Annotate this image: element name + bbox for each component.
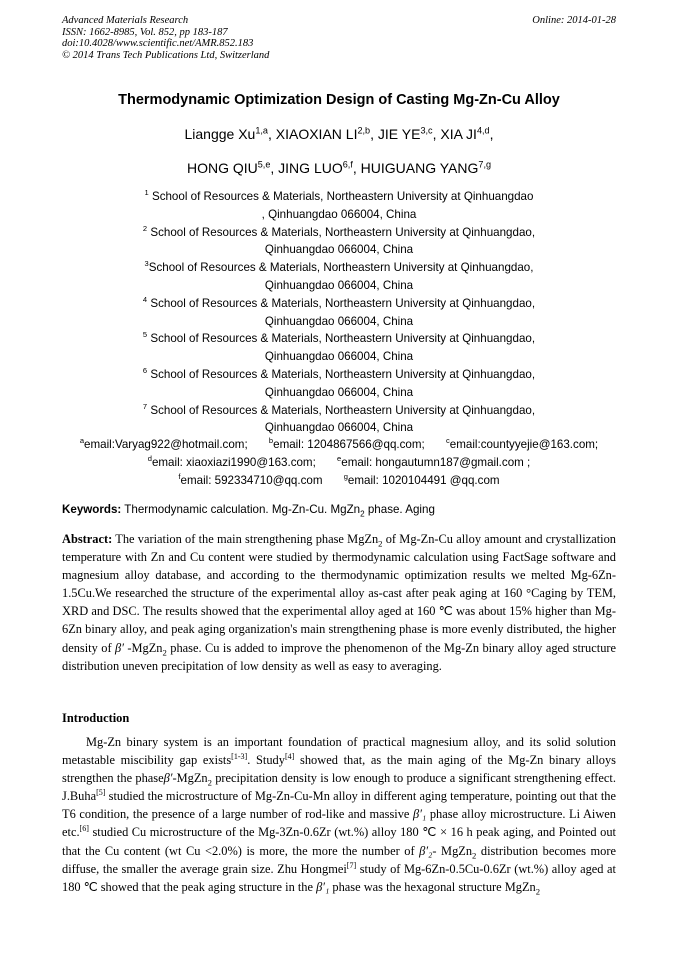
affiliation-text: School of Resources & Materials, Northeastern University at Qinhuangdao [148, 190, 534, 203]
issn-line: ISSN: 1662-8985, Vol. 852, pp 183-187 [62, 26, 228, 38]
affiliation-4 [80, 295, 598, 313]
email-text: email:countyyejie@163.com; [449, 438, 599, 451]
author-name: XIA JI [440, 126, 477, 142]
affiliation-text: School of Resources & Materials, Northeastern University at Qinhuangdao, [147, 296, 536, 310]
email-text: email:Varyag922@hotmail.com; [84, 438, 248, 451]
copyright-line: © 2014 Trans Tech Publications Ltd, Switzerland [62, 49, 270, 61]
affiliation-1-cont: , Qinhuangdao 066004, China [261, 207, 417, 221]
author-name: XIAOXIAN LI [275, 126, 358, 142]
affiliation-7 [80, 402, 598, 420]
author-name: Liangge Xu [184, 126, 256, 142]
affiliation-number: 3 [144, 259, 149, 269]
body-text: -MgZn [172, 771, 208, 786]
citation-ref[interactable]: [1-3] [231, 751, 248, 761]
email-a[interactable] [80, 438, 248, 451]
doi-link[interactable]: doi:10.4028/www.scientific.net/AMR.852.183 [62, 38, 254, 50]
affiliation-4-cont: Qinhuangdao 066004, China [264, 314, 414, 328]
author-affiliation-marker: 3,c [420, 125, 433, 136]
beta-prime-1-symbol: β′₁ [413, 807, 427, 822]
affiliation-1 [80, 188, 598, 206]
body-text: precipitation density is low enough to produce a significant strengthening effect. J.Buha [62, 771, 616, 804]
body-text: Mg-Zn binary system is an important foundation of practical magnesium alloy, and its solid solution metastable miscibility gap exists [62, 735, 616, 768]
affiliation-2-cont: Qinhuangdao 066004, China [264, 243, 414, 257]
affiliation-text: School of Resources & Materials, Northeastern University at Qinhuangdao, [147, 367, 536, 381]
email-marker: g [343, 472, 348, 482]
author-affiliation-marker: 5,e [257, 159, 271, 170]
email-text: email: 1020104491 @qq.com [347, 474, 500, 487]
affiliation-5-cont: Qinhuangdao 066004, China [264, 350, 414, 364]
body-text: phase was the hexagonal structure MgZn [329, 879, 536, 894]
affiliation-text: School of Resources & Materials, Northeastern University at Qinhuangdao, [147, 332, 536, 346]
abstract-text: phase. Cu is added to improve the phenomenon of the Mg-Zn binary alloy aged structure distribution uneven precipitation of low density as well as easy to averaging. [62, 640, 617, 673]
email-e[interactable] [337, 456, 530, 469]
keywords-text: Thermodynamic calculation. Mg-Zn-Cu. MgZn [121, 503, 361, 516]
email-f[interactable] [178, 474, 322, 487]
subscript: 2 [472, 850, 477, 861]
author-separator: , [432, 126, 441, 142]
journal-name: Advanced Materials Research [62, 15, 189, 26]
subscript: 2 [378, 538, 383, 549]
online-date: Online: 2014-01-28 [532, 15, 616, 26]
author-affiliation-marker: 1,a [255, 125, 268, 136]
affiliation-3-cont: Qinhuangdao 066004, China [264, 278, 414, 292]
beta-prime-symbol: β′ [163, 771, 173, 786]
author-list-line-2 [0, 160, 678, 176]
affiliation-3 [80, 259, 598, 277]
author-affiliation-marker: 6,f [342, 159, 353, 170]
author-affiliation-marker: 4,d [476, 125, 490, 136]
keywords-label: Keywords: [62, 503, 122, 516]
subscript: 2 [360, 509, 365, 519]
email-line-3 [0, 474, 678, 487]
email-c[interactable] [446, 438, 598, 451]
beta-prime-2-symbol: β′₂ [419, 843, 433, 858]
author-name: JING LUO [278, 160, 343, 176]
affiliation-number: 7 [142, 401, 148, 411]
keywords-text: phase. Aging [364, 503, 435, 516]
author-list-line-1 [0, 126, 678, 142]
affiliation-number: 5 [142, 330, 148, 340]
author-affiliation-marker: 2,b [357, 125, 371, 136]
email-b[interactable] [269, 438, 425, 451]
subscript: 2 [535, 886, 541, 897]
email-g[interactable] [344, 474, 500, 487]
keywords [62, 503, 616, 519]
email-line-2 [0, 456, 678, 469]
body-text: showed that, as the main aging of the Mg-Zn binary alloys strengthen the phase [62, 753, 616, 786]
email-marker: e [337, 454, 342, 464]
introduction-paragraph [62, 733, 616, 896]
affiliation-number: 2 [142, 223, 148, 233]
body-text: - MgZn [432, 843, 473, 858]
author-affiliation-marker: 7,g [478, 159, 492, 170]
author-separator: , [370, 126, 378, 142]
abstract-text: The variation of the main strengthening phase MgZn [112, 532, 379, 546]
section-heading-introduction: Introduction [62, 711, 130, 725]
affiliation-list [80, 188, 598, 437]
email-marker: a [79, 436, 85, 446]
subscript: 2 [162, 647, 167, 658]
email-text: email: 1204867566@qq.com; [273, 438, 425, 451]
citation-ref[interactable]: [7] [346, 860, 357, 870]
affiliation-6-cont: Qinhuangdao 066004, China [264, 385, 414, 399]
affiliation-text: School of Resources & Materials, Northeastern University at Qinhuangdao, [147, 225, 536, 239]
author-name: HUIGUANG YANG [360, 160, 479, 176]
author-separator: , [352, 160, 361, 176]
author-name: JIE YE [377, 126, 421, 142]
email-text: email: 592334710@qq.com [180, 474, 323, 487]
affiliation-6 [80, 366, 598, 384]
abstract-text: -MgZn [123, 640, 163, 655]
email-marker: b [268, 436, 274, 446]
body-text: study of Mg-6Zn-0.5Cu-0.6Zr (wt.%) alloy aged at 180 ℃ showed that the peak aging structure in the [62, 861, 616, 894]
affiliation-text: School of Resources & Materials, Northeastern University at Qinhuangdao, [148, 261, 534, 275]
email-d[interactable] [148, 456, 316, 469]
author-separator: , [267, 126, 276, 142]
body-text: distribution becomes more diffuse, the smaller the average grain size. Zhu Hongmei [62, 843, 616, 876]
beta-prime-symbol: β′ [115, 640, 124, 655]
email-text: email: xiaoxiazi1990@163.com; [151, 456, 316, 469]
citation-ref[interactable]: [4] [284, 751, 295, 761]
affiliation-number: 4 [142, 294, 148, 304]
beta-prime-1-symbol: β′₁ [316, 879, 330, 894]
abstract-label: Abstract: [62, 532, 113, 546]
affiliation-7-cont: Qinhuangdao 066004, China [264, 421, 414, 435]
affiliation-number: 6 [142, 366, 148, 376]
citation-ref[interactable]: [6] [79, 824, 89, 834]
body-text: . Study [247, 753, 285, 768]
email-marker: d [147, 454, 152, 464]
journal-header [62, 15, 269, 61]
author-separator: , [489, 126, 494, 142]
email-line-1 [0, 438, 678, 451]
author-name: HONG QIU [186, 160, 258, 176]
affiliation-2 [80, 224, 598, 242]
affiliation-number: 1 [144, 188, 149, 198]
abstract [62, 530, 616, 675]
body-text: studied the microstructure of Mg-Zn-Cu-Mn alloy in different aging temperature, pointing out that the T6 condition, the presence of a large number of rod-like and massive [62, 789, 616, 822]
affiliation-text: School of Resources & Materials, Northeastern University at Qinhuangdao, [147, 403, 536, 417]
email-text: email: hongautumn187@gmail.com ; [341, 456, 531, 469]
body-text: studied Cu microstructure of the Mg-3Zn-0.6Zr (wt.%) alloy 180 ℃ × 16 h peak aging, and Pointed out that the Cu content (wt Cu <2.0%) is more, the more the number of [62, 825, 616, 858]
body-text: phase alloy microstructure. Li Aiwen etc. [62, 807, 617, 840]
citation-ref[interactable]: [5] [96, 788, 106, 798]
affiliation-5 [80, 330, 598, 348]
email-marker: c [446, 436, 450, 446]
paper-title: Thermodynamic Optimization Design of Casting Mg-Zn-Cu Alloy [118, 92, 560, 108]
author-separator: , [270, 160, 279, 176]
abstract-text: of Mg-Zn-Cu alloy amount and crystallization temperature with Zn and Cu content were studied by thermodynamic calculation using FactSage software and magnesium alloy database, and according to the thermodynamic optimization results we melted Mg-6Zn-1.5Cu.We researched the structure of the experimental alloy as-cast after peak aging at 160 °Caging by TEM, XRD and DSC. The results showed that the experimental alloy aged at 160 ℃ was about 15% higher than Mg-6Zn binary alloy, and peak aging organization's main strengthening phase is more evenly distributed, the higher density of [62, 532, 616, 655]
email-marker: f [178, 472, 181, 482]
subscript: 2 [207, 777, 212, 788]
